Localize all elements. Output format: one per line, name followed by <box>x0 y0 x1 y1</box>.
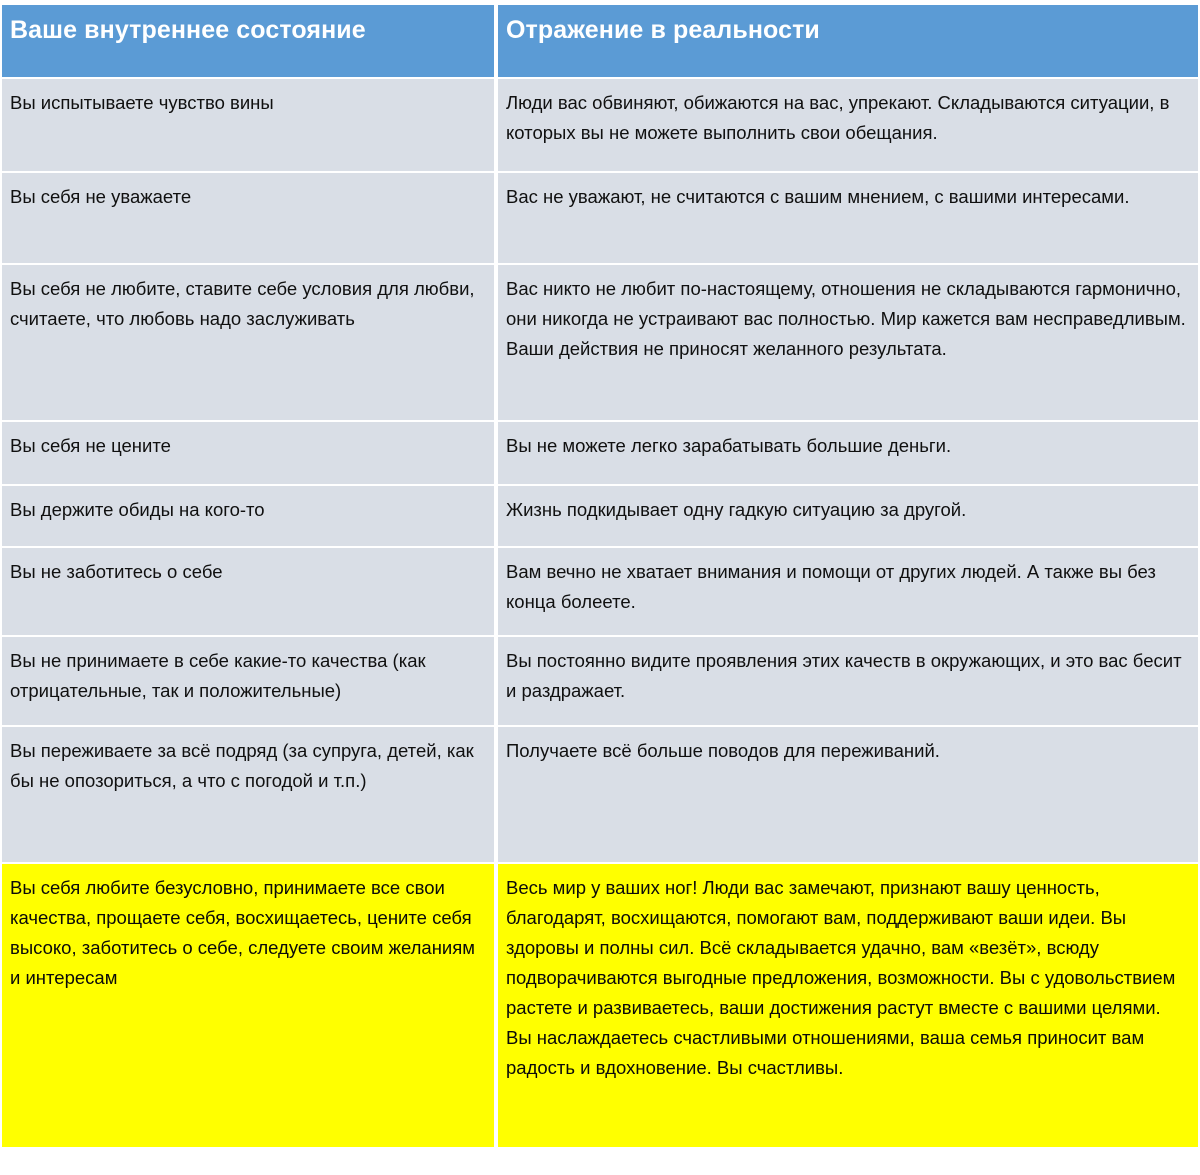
inner-state-text: Вы держите обиды на кого-то <box>10 499 265 520</box>
cell-inner-state <box>2 79 494 171</box>
inner-state-reality-table <box>0 3 1200 1149</box>
table-row <box>2 548 1198 635</box>
inner-state-text: Вы себя любите безусловно, принимаете все свои качества, прощаете себя, восхищаетесь, цените себя высоко, заботитесь о себе, следуете своим желаниям и интересам <box>10 877 476 988</box>
table-row <box>2 486 1198 546</box>
reality-reflection-text: Жизнь подкидывает одну гадкую ситуацию за другой. <box>506 499 967 520</box>
inner-state-text: Вы не принимаете в себе какие-то качества (как отрицательные, так и положительные) <box>10 650 426 701</box>
header-row <box>2 5 1198 77</box>
table-row <box>2 422 1198 484</box>
table-row <box>2 265 1198 420</box>
inner-state-text: Вы не заботитесь о себе <box>10 561 223 582</box>
column-header-inner-state: Ваше внутреннее состояние <box>2 5 494 77</box>
table-body <box>2 79 1198 1147</box>
cell-inner-state <box>2 422 494 484</box>
table-row <box>2 79 1198 171</box>
inner-state-text: Вы себя не любите, ставите себе условия для любви, считаете, что любовь надо заслуживать <box>10 278 475 329</box>
cell-reality-reflection <box>498 864 1198 1147</box>
table-header <box>2 5 1198 77</box>
table-row <box>2 864 1198 1147</box>
cell-inner-state <box>2 637 494 725</box>
column-header-reality-reflection: Отражение в реальности <box>498 5 1198 77</box>
inner-state-text: Вы себя не цените <box>10 435 171 456</box>
cell-reality-reflection <box>498 727 1198 862</box>
cell-inner-state <box>2 173 494 263</box>
table-row <box>2 637 1198 725</box>
inner-state-text: Вы испытываете чувство вины <box>10 92 274 113</box>
inner-state-text: Вы себя не уважаете <box>10 186 192 207</box>
reality-reflection-text: Вас не уважают, не считаются с вашим мнением, с вашими интересами. <box>506 186 1130 207</box>
cell-inner-state <box>2 727 494 862</box>
reality-reflection-text: Весь мир у ваших ног! Люди вас замечают, признают вашу ценность, благодарят, восхищаются, помогают вам, поддерживают ваши идеи. Вы здоровы и полны сил. Всё складывается удачно, вам «везёт», всюду подворачиваются выгодные предложения, возможности. Вы с удовольствием растете и развиваетесь, ваши достижения растут вместе с вашими целями. Вы наслаждаетесь счастливыми отношениями, ваша семья приносит вам радость и вдохновение. Вы счастливы. <box>506 877 1176 1078</box>
reality-reflection-text: Вас никто не любит по-настоящему, отношения не складываются гармонично, они никогда не устраивают вас полностью. Мир кажется вам несправедливым. Ваши действия не приносят желанного результата. <box>506 278 1186 359</box>
reality-reflection-text: Вы постоянно видите проявления этих качеств в окружающих, и это вас бесит и раздражает. <box>506 650 1182 701</box>
reality-reflection-text: Люди вас обвиняют, обижаются на вас, упрекают. Складываются ситуации, в которых вы не можете выполнить свои обещания. <box>506 92 1170 143</box>
cell-reality-reflection <box>498 173 1198 263</box>
cell-reality-reflection <box>498 79 1198 171</box>
cell-reality-reflection <box>498 548 1198 635</box>
table-row <box>2 727 1198 862</box>
cell-reality-reflection <box>498 422 1198 484</box>
reality-reflection-text: Получаете всё больше поводов для переживаний. <box>506 740 940 761</box>
cell-inner-state <box>2 486 494 546</box>
cell-reality-reflection <box>498 486 1198 546</box>
reality-reflection-text: Вам вечно не хватает внимания и помощи от других людей. А также вы без конца болеете. <box>506 561 1156 612</box>
table-row <box>2 173 1198 263</box>
cell-reality-reflection <box>498 637 1198 725</box>
cell-inner-state <box>2 548 494 635</box>
cell-reality-reflection <box>498 265 1198 420</box>
cell-inner-state <box>2 265 494 420</box>
cell-inner-state <box>2 864 494 1147</box>
reality-reflection-text: Вы не можете легко зарабатывать большие деньги. <box>506 435 952 456</box>
inner-state-text: Вы переживаете за всё подряд (за супруга, детей, как бы не опозориться, а что с погодой и т.п.) <box>10 740 474 791</box>
